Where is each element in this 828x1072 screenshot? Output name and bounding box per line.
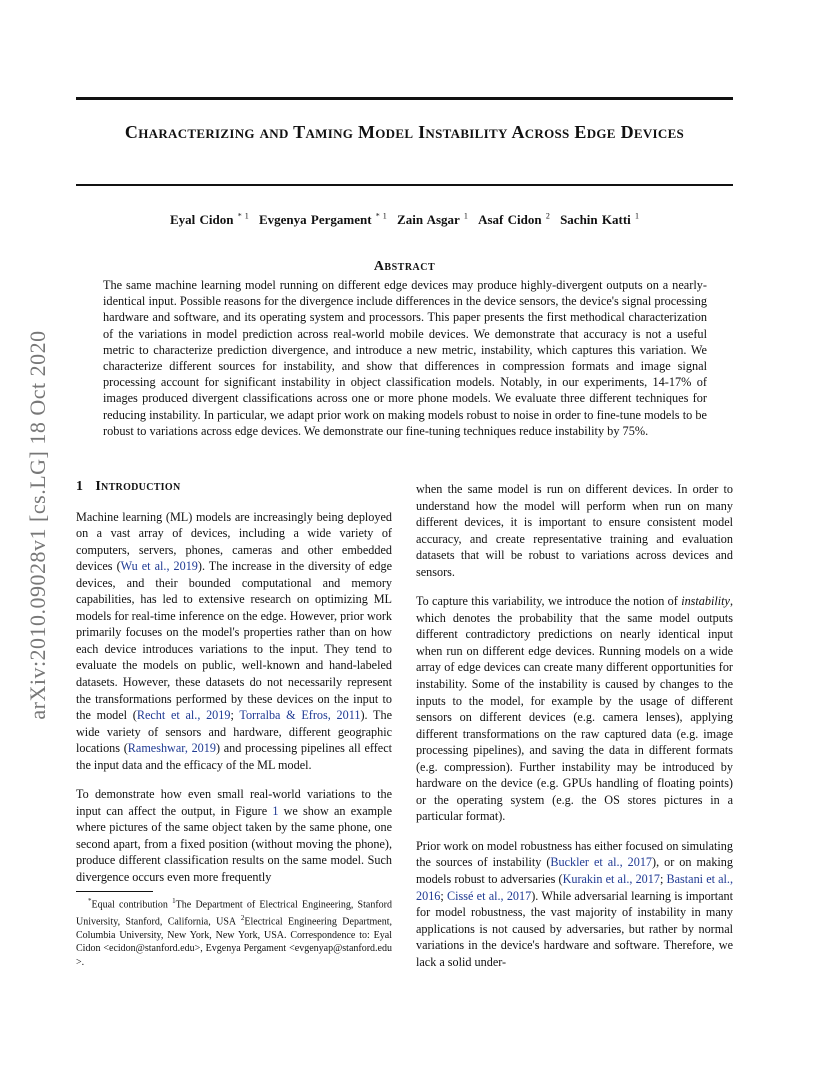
footnote: *Equal contribution $^1$The Department of Electrical Engineering, Stanford University, Stanford, California, USA $^2$Electrical Engineering Department, Columbia University, New York, New York, USA. Correspondence to: Eyal Cidon <ecidon@stanford.edu>, Evgenya Pergament <evgenyap@stanford.edu >.: [76, 897, 392, 968]
citation-link[interactable]: Bastani et al., 2016: [416, 872, 734, 903]
author: Sachin Katti $^1$: [560, 212, 640, 228]
text-run: ) and processing pipelines all effect the input data and the efficacy of the ML model.: [76, 741, 393, 772]
intro-paragraph-4: [416, 593, 733, 825]
author: Eyal Cidon $^{* 1}$: [169, 212, 249, 228]
text-run: ), or on making models robust to adversaries (: [416, 855, 733, 887]
text-run: , which denotes the probability that the same model outputs different contradictory predictions on nearly identical input when run on different edge devices. Running models on a wide array of edge devices can create many different opportunities for instability. Some of the instability is caused by changes to the inputs to the model, for example by the usage of different sensors on different devices (e.g. camera lenses), applying different transformations on the raw captured data (e.g. image processing pipelines), and saving the data in different formats (e.g. compression). Further instability may be introduced by hardware on the device (e.g. GPUs handling of floating points) or the operating system (e.g. the OS stores pictures in a particular format).: [416, 594, 733, 824]
text-run: ;: [230, 708, 240, 723]
citation-link[interactable]: Wu et al., 2019: [120, 559, 198, 574]
intro-paragraph-2: [76, 786, 392, 885]
text-run: ). The wide variety of sensors and hardware, different geographic locations (: [76, 708, 392, 756]
text-run: Machine learning (ML) models are increasingly being deployed on a vast array of devices, including a wide variety of computers, servers, phones, cameras and other embedded devices (: [76, 509, 392, 574]
right-column: [416, 481, 733, 983]
author: Evgenya Pergament $^{* 1}$: [258, 212, 387, 228]
citation-link[interactable]: 1: [272, 803, 279, 818]
intro-paragraph-1: [76, 509, 392, 774]
text-run: ). The increase in the diversity of edge devices, and their bounded computational and memory capabilities, has led to extensive research on optimizing ML models for real-time inference on the edge. However, prior work primarily focuses on the model's properties rather than on how each device introduces variations to the input. They tend to evaluate the models on public, well-known and hand-labeled datasets. However, these datasets do not necessarily represent the transformations performed by these devices on the input to the model (: [76, 559, 392, 723]
intro-paragraph-3: [416, 481, 733, 580]
citation-link[interactable]: Torralba & Efros, 2011: [239, 708, 361, 723]
text-run: ;: [440, 888, 448, 903]
left-column: [76, 479, 392, 899]
text-run: Prior work on model robustness has either focused on simulating the sources of instability (: [416, 838, 733, 870]
text-run: To capture this variability, we introduce the notion of: [416, 594, 682, 609]
title-bottom-rule: [76, 184, 733, 186]
author: Asaf Cidon $^2$: [478, 212, 550, 228]
intro-paragraph-5: [416, 838, 733, 970]
citation-link[interactable]: Rameshwar, 2019: [127, 741, 216, 756]
citation-link[interactable]: Cissé et al., 2017: [447, 888, 532, 903]
footnote-rule: [76, 891, 153, 892]
arxiv-stamp: arXiv:2010.09028v1 [cs.LG] 18 Oct 2020: [25, 330, 50, 720]
text-run: when the same model is run on different devices. In order to understand how the model will perform when run on many different devices, it is important to ensure consistent model accuracy, and create representative training and evaluation datasets that will be robust to variations across devices and sensors.: [416, 482, 733, 579]
author-list: [76, 212, 733, 228]
citation-link[interactable]: Kurakin et al., 2017: [562, 872, 660, 887]
section-heading: 1 Introduction: [76, 479, 181, 494]
paper-title: Characterizing and Taming Model Instability Across Edge Devices: [124, 122, 685, 142]
citation-link[interactable]: Buckler et al., 2017: [550, 855, 653, 870]
citation-link[interactable]: Recht et al., 2019: [136, 708, 231, 723]
title-top-rule: [76, 97, 733, 100]
text-run: To demonstrate how even small real-world variations to the input can affect the output, in Figure: [76, 787, 392, 818]
author: Zain Asgar $^1$: [397, 212, 468, 228]
text-run: we show an example where pictures of the same object taken by the same phone, one second apart, from a fixed position (without moving the phone), produce different classification results on the same model. Such divergence occurs even more frequently: [76, 803, 392, 885]
abstract-heading: Abstract: [373, 259, 436, 274]
text-run: ;: [659, 872, 667, 887]
emphasized-term: instability: [681, 594, 730, 609]
text-run: ). While adversarial learning is important for model robustness, the vast majority of instability in many applications is not caused by adversaries, but rather by normal variations in the device's hardware and software. Therefore, we lack a solid under-: [416, 888, 733, 969]
abstract-text: The same machine learning model running on different edge devices may produce highly-divergent outputs on a nearly-identical input. Possible reasons for the divergence include differences in the device sensors, the device's signal processing hardware and software, and its operating system and processors. This paper presents the first methodical characterization of the variations in model prediction across real-world mobile devices. We demonstrate that accuracy is not a useful metric to characterize prediction divergence, and introduce a new metric, instability, which captures this variation. We characterize different sources for instability, and show that differences in compression formats and image signal processing account for significant instability in object classification models. Notably, in our experiments, 14-17% of images produced divergent classifications across one or more phone models. We evaluate three different techniques for reducing instability. In particular, we adapt prior work on making models robust to noise in order to fine-tune models to be robust to variations across edge devices. We demonstrate our fine-tuning techniques reduce instability by 75%.: [103, 278, 707, 438]
